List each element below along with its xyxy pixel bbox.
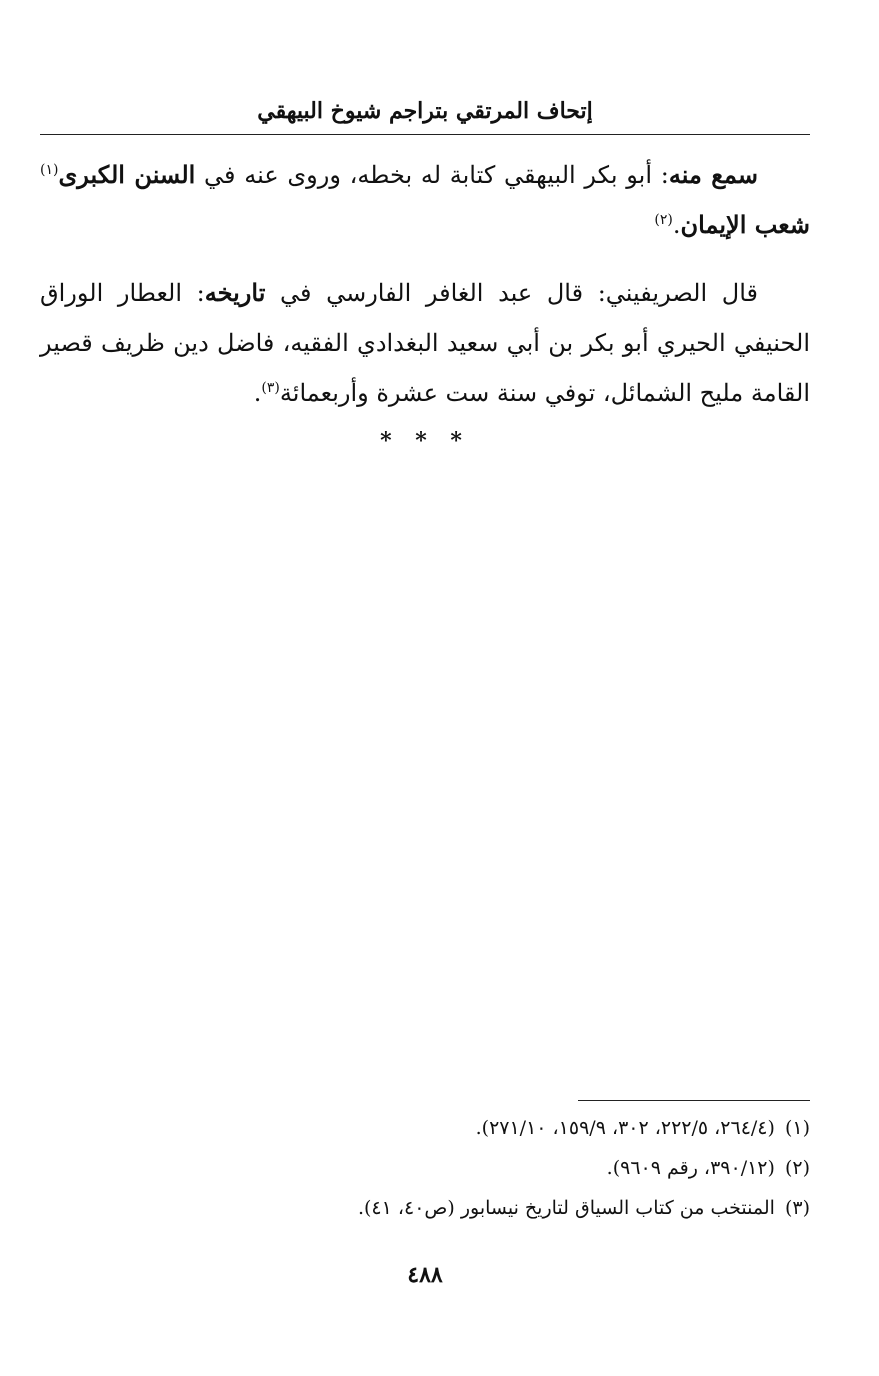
para2-end: . (253, 379, 262, 407)
book-title-sunan: السنن الكبرى (58, 160, 196, 189)
footnote-text: المنتخب من كتاب السياق لتاريخ نيسابور (ص٤٠، ٤١). (357, 1197, 775, 1219)
footnote-text: (٣٩٠/١٢، رقم ٩٦٠٩). (606, 1157, 775, 1179)
footnote-item (40, 1148, 810, 1188)
footnote-number: (٣) (784, 1197, 810, 1219)
para2-text-b: : العطار الوراق الحنيفي الحيري أبو بكر بن أبي سعيد البغدادي الفقيه، فاضل دين ظريف قصير القامة مليح الشمائل، توفي سنة ست عشرة وأربعمائة (40, 279, 810, 407)
footnote-number: (٢) (784, 1157, 810, 1179)
paragraph-sarifini (40, 268, 810, 418)
footnote-ref-1: (١) (40, 162, 59, 178)
running-title: إتحاف المرتقي بتراجم شيوخ البيهقي (257, 98, 593, 124)
footnote-rule (578, 1100, 810, 1101)
source-title-tarikh: تاريخه (204, 278, 266, 307)
para1-text-a: : أبو بكر البيهقي كتابة له بخطه، وروى عنه في (195, 161, 669, 189)
paragraph-heard-from (40, 150, 810, 250)
footnote-number: (١) (784, 1117, 810, 1139)
footnote-ref-2: (٢) (654, 212, 673, 228)
footnote-text: (٢٦٤/٤، ٢٢٢/٥، ٣٠٢، ١٥٩/٩، ٢٧١/١٠). (475, 1117, 775, 1139)
para1-end: . (672, 211, 681, 239)
footnote-item (40, 1188, 810, 1228)
page-number: ٤٨٨ (407, 1262, 443, 1288)
footnote-ref-3: (٣) (261, 380, 280, 396)
label-heard-from: سمع منه (668, 160, 759, 189)
footnote-item (40, 1108, 810, 1148)
book-title-shuab: شعب الإيمان (680, 210, 810, 239)
para2-text-a: قال الصريفيني: قال عبد الغافر الفارسي في (265, 279, 758, 307)
footnotes (40, 1108, 810, 1228)
main-text (40, 150, 810, 418)
header-rule (40, 134, 810, 135)
section-separator-stars: * * * (380, 428, 470, 454)
